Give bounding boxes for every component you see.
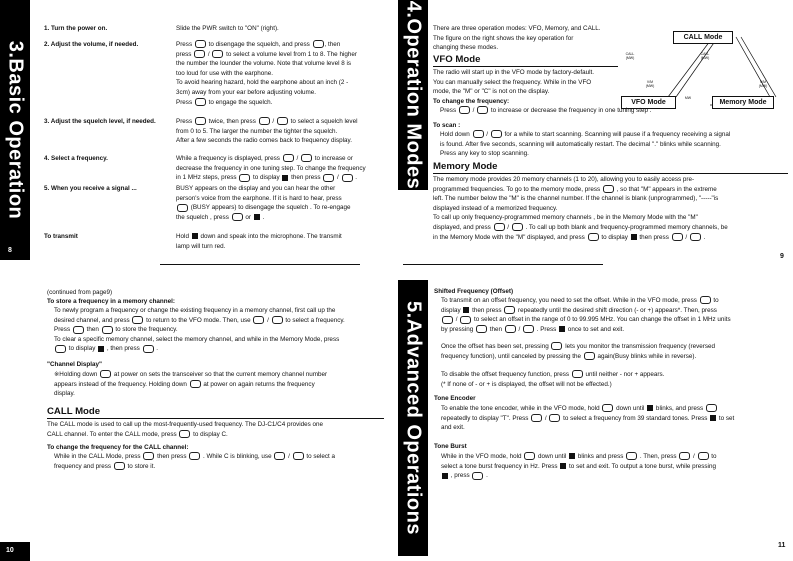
dn-key-icon xyxy=(698,452,709,460)
text-line: changing these modes. xyxy=(433,44,499,52)
dn-key-icon xyxy=(523,325,534,333)
mw-key-icon xyxy=(472,472,483,480)
page-9 xyxy=(398,0,793,275)
ptt-key-icon xyxy=(710,415,716,421)
moni-key-icon xyxy=(572,370,583,378)
text-line: mode, the "M" or "C" is not on the display. xyxy=(433,88,550,96)
step-text xyxy=(176,184,386,222)
text-line: There are three operation modes: VFO, Memory, and CALL. xyxy=(433,25,601,32)
dn-key-icon xyxy=(549,414,560,422)
mw-key-icon xyxy=(190,380,201,388)
text-line: To call up only frequency-programmed memory channels , be in the Memory Mode with the "M" xyxy=(433,214,698,222)
chapter-tab-advanced-operations xyxy=(398,280,428,556)
up-key-icon xyxy=(459,106,470,114)
mw-key-label: MW xyxy=(684,96,692,100)
vfo-heading-rule xyxy=(433,66,618,67)
continued-note: (continued from page9) xyxy=(47,289,113,296)
up-key-icon xyxy=(283,154,294,162)
dn-key-icon xyxy=(301,154,312,162)
page-number: 9 xyxy=(780,253,784,260)
vfo-mode-heading: VFO Mode xyxy=(433,54,481,65)
text-line: displayed, and press / . To call up both blank and frequency-programmed memory channels, be xyxy=(433,223,728,231)
step-label: 5. When you receive a signal ... xyxy=(44,185,137,192)
moni-key-icon xyxy=(504,306,515,314)
text-line: To clear a specific memory channel, select the memory channel, and while in the Memory Mode, press xyxy=(54,335,340,343)
text-line: To disable the offset frequency function, press until neither - nor + appears. xyxy=(441,371,665,378)
text-line: The CALL mode is used to call up the most-frequently-used frequency. The DJ-C1/C4 provides one xyxy=(47,421,324,428)
text-line: display then press repeatedly until the desired shift direction (- or +) appears*. Then, press xyxy=(441,306,717,314)
scan-heading: To scan : xyxy=(433,122,461,129)
text-line: the number the lounder the volume. Note that volume level 8 is xyxy=(176,60,352,68)
text-line: Press then to store the frequency. xyxy=(54,326,178,334)
page-number: 8 xyxy=(8,247,12,254)
dn-key-icon xyxy=(272,316,283,324)
text-line: BUSY appears on the display and you can hear the other xyxy=(176,185,336,192)
dn-key-icon xyxy=(690,233,701,241)
mw-key-icon xyxy=(100,370,111,378)
text-line: appears instead of the frequency. Holding down at power on again returns the frequency xyxy=(54,380,315,388)
up-key-icon xyxy=(531,414,542,422)
tone-encoder-text xyxy=(441,404,786,433)
text-line: While a frequency is displayed, press / to increase or xyxy=(176,155,353,162)
text-line: While in the CALL Mode, press then press . While C is blinking, use / to select a xyxy=(54,453,336,460)
text-line: To avoid hearing hazard, hold the earphone about an inch (2 - xyxy=(176,79,349,87)
step-label: 2. Adjust the volume, if needed. xyxy=(44,41,139,48)
page-number: 10 xyxy=(6,547,14,554)
func-key-icon xyxy=(524,452,535,460)
tone-burst-text xyxy=(441,452,786,481)
f-key-icon xyxy=(631,234,637,240)
text-line: Press to disengage the squelch, and press , then xyxy=(176,41,341,48)
chapter-tab-basic-operation xyxy=(0,0,30,260)
vfo-mode-box: VFO Mode xyxy=(621,96,676,109)
text-line: To enable the tone encoder, while in the VFO mode, hold down until blinks, and press xyxy=(441,404,786,414)
func-key-icon xyxy=(588,233,599,241)
memory-mode-heading: Memory Mode xyxy=(433,161,498,172)
mw-key-icon xyxy=(626,452,637,460)
func-key-icon xyxy=(143,452,154,460)
call-mode-heading: CALL Mode xyxy=(47,406,101,417)
text-line: select a tone burst frequency in Hz. Press to set and exit. To output a tone burst, while pressing xyxy=(441,462,716,470)
moni-key-icon xyxy=(177,204,188,212)
text-line: in 1 MHz steps, press to display then press / . xyxy=(176,174,358,182)
tone-burst-heading: Tone Burst xyxy=(434,443,467,450)
tone-encoder-heading: Tone Encoder xyxy=(434,395,476,402)
up-key-icon xyxy=(672,233,683,241)
text-line: frequency and press to store it. xyxy=(54,462,156,470)
text-line: to display , then press . xyxy=(54,344,384,354)
memory-mode-box: Memory Mode xyxy=(712,96,774,109)
mw-key-icon xyxy=(179,430,190,438)
mw-key-icon xyxy=(189,452,200,460)
dn-key-icon xyxy=(293,452,304,460)
text-line: left. The number below the "M" is the channel number. If the channel is blank (unprogrammed), "-----"is xyxy=(433,195,719,203)
mw-key-icon xyxy=(603,185,614,193)
step-text xyxy=(176,117,386,146)
text-line: Press any key to stop scanning. xyxy=(440,150,529,158)
text-line: repeatedly to display "T". Press / to select a frequency from 39 standard tones. Press to set xyxy=(441,414,735,422)
moni-key-icon xyxy=(195,40,206,48)
page-8 xyxy=(0,0,390,275)
text-line: desired channel, and press to return to the VFO mode. Then, use / to select a frequency. xyxy=(54,316,345,324)
mw-key-icon xyxy=(132,316,143,324)
func-key-icon xyxy=(602,404,613,412)
step-text xyxy=(176,40,386,107)
text-line: CALL channel. To enter the CALL mode, press to display C. xyxy=(47,430,228,438)
mw-key-icon xyxy=(143,345,154,353)
footer-line xyxy=(403,264,603,265)
text-line: You can manually select the frequency. While in the VFO xyxy=(433,78,592,86)
f-key-icon xyxy=(282,175,288,181)
call-mode-box: CALL Mode xyxy=(673,31,733,44)
text-line: is found. After five seconds, scanning will automatically restart. The decimal "." blinks while scanning. xyxy=(440,140,721,148)
memory-mode-text xyxy=(433,175,788,242)
text-line: too loud for use with the earphone. xyxy=(176,69,273,77)
dn-key-icon xyxy=(212,50,223,58)
text-line: and exit. xyxy=(441,424,465,432)
moni-key-icon xyxy=(313,40,324,48)
store-text xyxy=(54,306,384,354)
text-line: , press . xyxy=(441,471,786,481)
text-line: Slide the PWR switch to "ON" (right). xyxy=(176,25,279,32)
text-line: Press / to increase or decrease the frequency in one tuning step . xyxy=(440,107,652,114)
call-heading-rule xyxy=(47,418,384,419)
moni-key-icon xyxy=(551,342,562,350)
moni-key-icon xyxy=(706,404,717,412)
text-line: press / to select a volume level from 1 to 8. The higher xyxy=(176,50,357,58)
up-key-icon xyxy=(259,117,270,125)
f-key-icon xyxy=(647,405,653,411)
step-text xyxy=(176,24,386,34)
chapter-tab-operation-modes xyxy=(398,0,428,190)
text-line: ※Holding down at power on sets the transceiver so that the current memory channel number xyxy=(54,371,328,378)
text-line: Once the offset has been set, pressing lets you monitor the transmission frequency (reversed xyxy=(441,343,715,350)
dn-key-icon xyxy=(491,130,502,138)
up-key-icon xyxy=(323,174,334,182)
text-line: displayed instead of a memorized frequency. xyxy=(433,204,558,212)
change-frequency-text xyxy=(440,106,780,116)
ptt-key-icon xyxy=(254,214,260,220)
dn-key-icon xyxy=(512,223,523,231)
f-key-icon xyxy=(463,307,469,313)
vm-key-label-left: V/M (MW) xyxy=(645,80,655,88)
text-line: in the Memory Mode with the "M" displayed, and press to display then press / . xyxy=(433,233,706,241)
text-line: Press to engage the squelch. xyxy=(176,98,273,106)
func-key-icon xyxy=(476,325,487,333)
up-key-icon xyxy=(194,50,205,58)
ptt-key-icon xyxy=(192,233,198,239)
ptt-key-icon xyxy=(442,473,448,479)
step-label: To transmit xyxy=(44,233,78,240)
f-key-icon xyxy=(98,346,104,352)
page-number: 11 xyxy=(778,542,786,549)
shift-heading: Shifted Frequency (Offset) xyxy=(434,288,514,295)
chapter-title: 3.Basic Operation xyxy=(4,40,27,220)
text-line: programmed frequencies. To go to the memory mode, press , so that "M" appears in the extreme xyxy=(433,185,717,193)
page-tab-bottom xyxy=(0,542,30,561)
shift-monitor-text xyxy=(441,342,786,361)
footer-line xyxy=(160,264,360,265)
store-heading: To store a frequency in a memory channel: xyxy=(47,298,175,305)
text-line: After a few seconds the radio comes back to frequency display. xyxy=(176,137,352,145)
moni-key-icon xyxy=(195,117,206,125)
call-key-label-right: CALL (MW) xyxy=(700,52,710,60)
change-frequency-heading: To change the frequency: xyxy=(433,98,510,105)
vm-key-label-right: V/M (MW) xyxy=(758,80,768,88)
up-key-icon xyxy=(442,316,453,324)
text-line: the squelch , press or . xyxy=(176,213,265,221)
text-line: person's voice from the earphone. If it is hard to hear, press xyxy=(176,194,342,202)
text-line: Press twice, then press / to select a squelch level xyxy=(176,118,358,125)
step-text xyxy=(176,232,386,251)
text-line: (* If none of - or + is displayed, the offset will not be effected.) xyxy=(441,380,612,388)
text-line: from 0 to 5. The larger the number the tighter the squelch. xyxy=(176,127,338,135)
channel-display-heading: "Channel Display" xyxy=(47,361,102,368)
dn-key-icon xyxy=(460,316,471,324)
memory-heading-rule xyxy=(433,173,788,174)
shift-disable-text xyxy=(441,370,786,389)
func-key-icon xyxy=(73,326,84,334)
call-key-label-left: CALL (MW) xyxy=(625,52,635,60)
intro-text xyxy=(433,24,633,53)
up-key-icon xyxy=(253,316,264,324)
call-change-text xyxy=(54,452,384,471)
text-line: lamp will turn red. xyxy=(176,242,226,250)
scan-text xyxy=(440,130,790,159)
moni-key-icon xyxy=(232,213,243,221)
text-line: by pressing then / . Press once to set and exit. xyxy=(441,325,625,333)
text-line: While in the VFO mode, hold down until blinks and press . Then, press / to xyxy=(441,453,717,460)
chapter-title: 5.Advanced Operations xyxy=(402,301,425,535)
step-label: 4. Select a frequency. xyxy=(44,155,108,162)
text-line: Hold down / for a while to start scanning. Scanning will pause if a frequency receiving a signal xyxy=(440,131,731,138)
dn-key-icon xyxy=(342,174,353,182)
text-line: Hold down and speak into the microphone. The transmit xyxy=(176,233,342,240)
vfo-mode-text xyxy=(433,68,623,97)
text-line: display. xyxy=(54,390,75,398)
call-change-heading: To change the frequency for the CALL channel: xyxy=(47,444,189,451)
text-line: 3cm) away from your ear before adjusting volume. xyxy=(176,88,316,96)
mw-key-icon xyxy=(102,326,113,334)
dn-key-icon xyxy=(277,117,288,125)
shift-text xyxy=(441,296,786,334)
func-key-icon xyxy=(239,174,250,182)
up-key-icon xyxy=(505,325,516,333)
ptt-key-icon xyxy=(559,326,565,332)
text-line: To newly program a frequency or change the existing frequency in a memory channel, first call up the xyxy=(54,307,336,314)
moni-key-icon xyxy=(584,352,595,360)
text-line: The radio will start up in the VFO mode by factory-default. xyxy=(433,69,594,76)
text-line: The memory mode provides 20 memory channels (1 to 20), allowing you to easily access pre- xyxy=(433,176,695,183)
text-line: The figure on the right shows the key operation for xyxy=(433,34,574,42)
text-line: (BUSY appears) to disengage the squelch . To re-engage xyxy=(176,203,386,213)
page-10 xyxy=(0,280,390,561)
step-label: 3. Adjust the squelch level, if needed. xyxy=(44,118,156,125)
moni-key-icon xyxy=(195,98,206,106)
chapter-title: 4.Operation Modes xyxy=(402,0,425,190)
up-key-icon xyxy=(494,223,505,231)
call-mode-text xyxy=(47,420,387,439)
page-11 xyxy=(398,280,793,561)
f-key-icon xyxy=(569,453,575,459)
text-line: frequency function), until canceled by pressing the again(Busy blinks while in reverse). xyxy=(441,352,697,360)
up-key-icon xyxy=(679,452,690,460)
step-label: 1. Turn the power on. xyxy=(44,25,108,32)
mw-key-icon xyxy=(114,462,125,470)
func-key-icon xyxy=(700,296,711,304)
func-key-icon xyxy=(55,345,66,353)
up-key-icon xyxy=(473,130,484,138)
up-key-icon xyxy=(274,452,285,460)
ptt-key-icon xyxy=(560,463,566,469)
text-line: / to select an offset in the range of 0 to 99.995 MHz. You can change the offset in 1 MHz units xyxy=(441,315,786,325)
channel-display-text xyxy=(54,370,384,399)
text-line: To transmit on an offset frequency, you need to set the offset. While in the VFO mode, press to xyxy=(441,297,719,304)
text-line: decrease the frequency in one tuning step. To change the frequency xyxy=(176,164,366,172)
dn-key-icon xyxy=(477,106,488,114)
step-text xyxy=(176,154,386,183)
